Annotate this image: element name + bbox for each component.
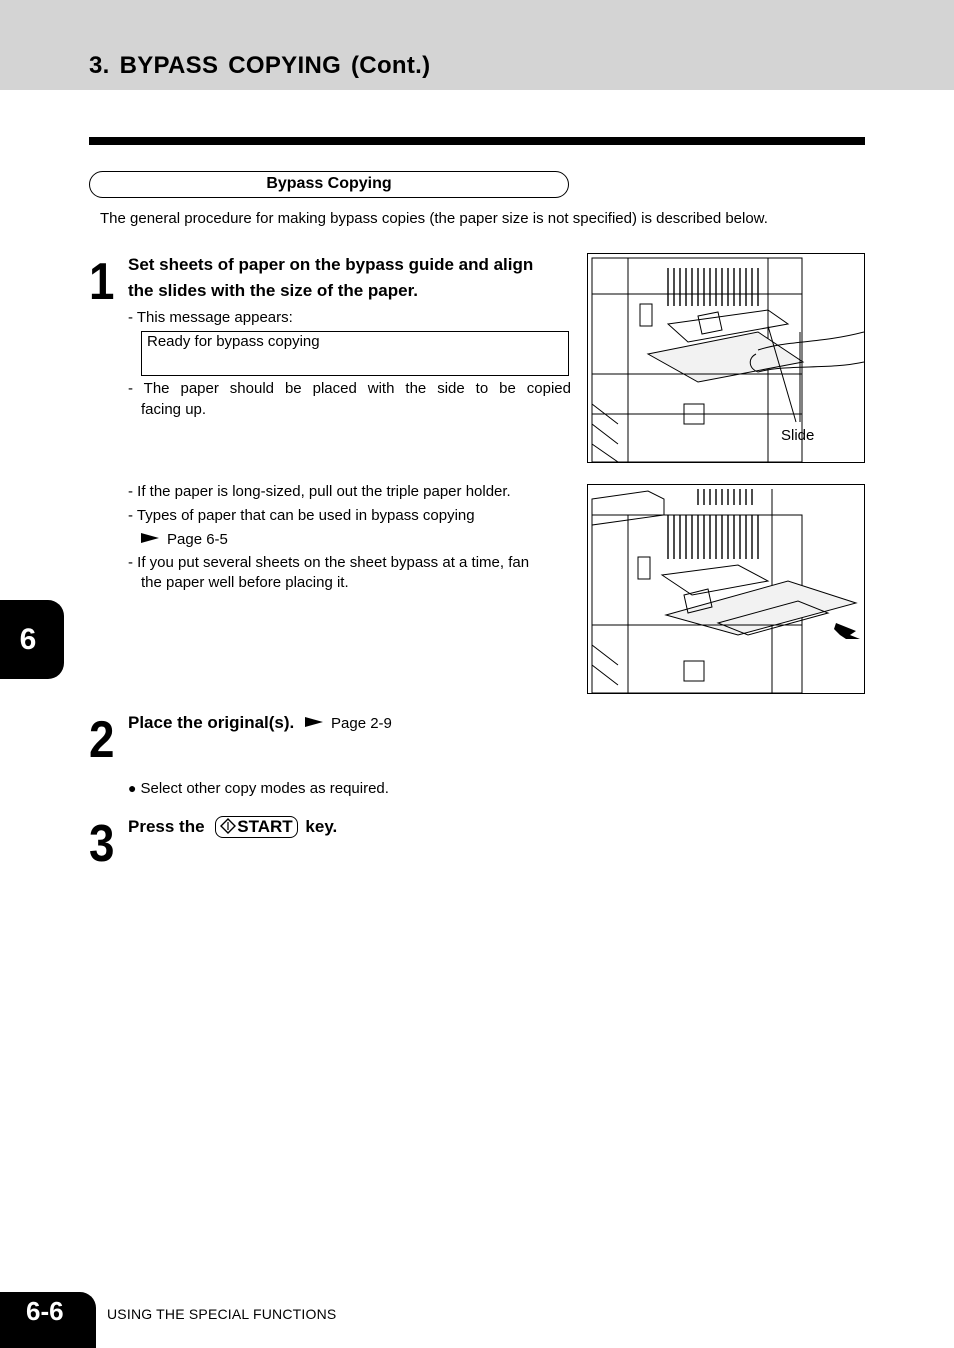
- step-2-number: 2: [89, 711, 115, 769]
- figure-label-slide: Slide: [781, 427, 815, 444]
- footer-section-name: USING THE SPECIAL FUNCTIONS: [107, 1306, 337, 1322]
- step-2-note-row: [128, 778, 389, 799]
- start-key[interactable]: START: [215, 816, 297, 838]
- step-1-heading-line2: the slides with the size of the paper.: [128, 281, 419, 300]
- page-title: 3. BYPASS COPYING (Cont.): [89, 52, 431, 79]
- reference-arrow-icon: [141, 533, 159, 543]
- step-3-heading-post: key.: [305, 817, 338, 836]
- step-1-heading-line1: Set sheets of paper on the bypass guide and align: [128, 255, 534, 274]
- step-1-note-paper-types: - Types of paper that can be used in bypass copying: [128, 507, 475, 524]
- figure-triple-paper-holder: [587, 484, 865, 694]
- intro-text: The general procedure for making bypass copies (the paper size is not specified) is described below.: [100, 210, 768, 227]
- step-2-note: Select other copy modes as required.: [140, 780, 389, 797]
- step-1-note-fan-cont: the paper well before placing it.: [141, 574, 349, 591]
- step-3-heading-row: [128, 814, 337, 840]
- copier-paper-holder-illustration: [588, 485, 864, 693]
- footer-page-number: 6-6: [0, 1292, 96, 1348]
- display-message-box: [141, 331, 569, 376]
- step-2-heading: Place the original(s).: [128, 713, 295, 732]
- section-heading: Bypass Copying: [89, 171, 569, 198]
- step-3-heading-pre: Press the: [128, 817, 205, 836]
- step-1-number: 1: [89, 253, 115, 311]
- step-1-ref-page-6-5[interactable]: Page 6-5: [141, 530, 228, 550]
- step-1-note-message-intro: - This message appears:: [128, 309, 293, 326]
- figure-bypass-slides: [587, 253, 865, 463]
- reference-arrow-icon: [305, 717, 323, 727]
- step-2-ref-page-2-9[interactable]: Page 2-9: [331, 715, 392, 732]
- start-diamond-icon: [220, 818, 236, 834]
- step-3-number: 3: [89, 815, 115, 873]
- bullet-icon: ●: [128, 780, 137, 796]
- step-1-note-paper-side: - The paper should be placed with the side to be copied: [128, 380, 571, 397]
- step-2-heading-row: [128, 710, 392, 737]
- copier-bypass-illustration: [588, 254, 864, 462]
- step-1-note-long-sized: - If the paper is long-sized, pull out the triple paper holder.: [128, 483, 511, 500]
- chapter-tab: 6: [0, 600, 64, 679]
- step-1-note-paper-side-cont: facing up.: [141, 401, 207, 418]
- section-rule: [89, 137, 865, 145]
- display-message: Ready for bypass copying: [147, 333, 320, 350]
- step-1-note-fan: - If you put several sheets on the sheet bypass at a time, fan: [128, 554, 530, 571]
